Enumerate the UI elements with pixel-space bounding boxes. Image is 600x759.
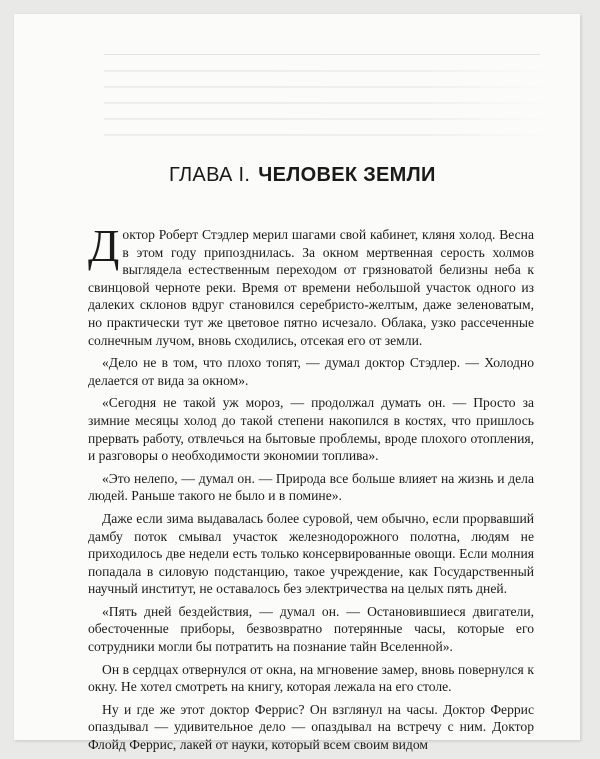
chapter-title [169, 164, 436, 187]
paragraph-5: Даже если зима выдавалась более суровой, чем обычно, если прорвавший дамбу поток смывал участок железнодорожного полотна, людям не приходилось две недели есть только консервированные овощи. Если молния попадала в силовую подстанцию, такое учреждение, как Государственный научный институт, не оставалось без электричества на целых пять дней. [88, 510, 534, 597]
paragraph-2: «Дело не в том, что плохо топят, — думал доктор Стэдлер. — Холодно делается от вида за окном». [88, 355, 534, 388]
paragraph-8: Ну и где же этот доктор Феррис? Он взглянул на часы. Доктор Феррис опаздывал — удивительное дело — опаздывал на встречу с ним. Доктор Флойд Феррис, лакей от науки, который всем своим видом [88, 701, 534, 753]
paragraph-7: Он в сердцах отвернулся от окна, на мгновение замер, вновь повернулся к окну. Не хотел смотреть на книгу, которая лежала на его столе. [88, 661, 534, 695]
paragraph-4: «Это нелепо, — думал он. — Природа все больше влияет на жизнь и дела людей. Раньше такого не было и в помине». [88, 470, 534, 504]
chapter-number: ГЛАВА I. [169, 164, 251, 186]
chapter-name: ЧЕЛОВЕК ЗЕМЛИ [258, 164, 436, 186]
paragraph-6: «Пять дней бездействия, — думал он. — Остановившиеся двигатели, обесточенные приборы, безвозвратно потерянные часы, которые его сотрудники могли бы потратить на познание тайн Вселенной». [88, 603, 534, 655]
paragraph-3: «Сегодня не такой уж мороз, — продолжал думать он. — Просто за зимние месяцы холод до такой степени накопился в костях, что пришлось прервать работу, отвлечься на бытовые проблемы, вроде плохого отопления, и разговоры о необходимости экономии топлива». [88, 395, 534, 464]
drop-cap: Д [88, 220, 120, 271]
show-through-text [104, 70, 550, 150]
book-page [14, 14, 580, 753]
chapter-body [88, 220, 534, 759]
show-through-header [104, 44, 540, 55]
paragraph-1 [88, 220, 534, 349]
paragraph-1-text: октор Роберт Стэдлер мерил шагами свой кабинет, кляня холод. Весна в этом году припозднилась. За окном мертвенная серость холмов выглядела естественным переходом от грязноватой белизны неба к свинцовой черноте реки. Время от времени небольшой участок одного из далеких склонов вдруг становился серебристо-желтым, даже зеленоватым, но практически тут же цветовое пятно исчезало. Облака, узко рассеченные солнечным лучом, вновь сходились, отсекая его от земли. [88, 227, 534, 348]
